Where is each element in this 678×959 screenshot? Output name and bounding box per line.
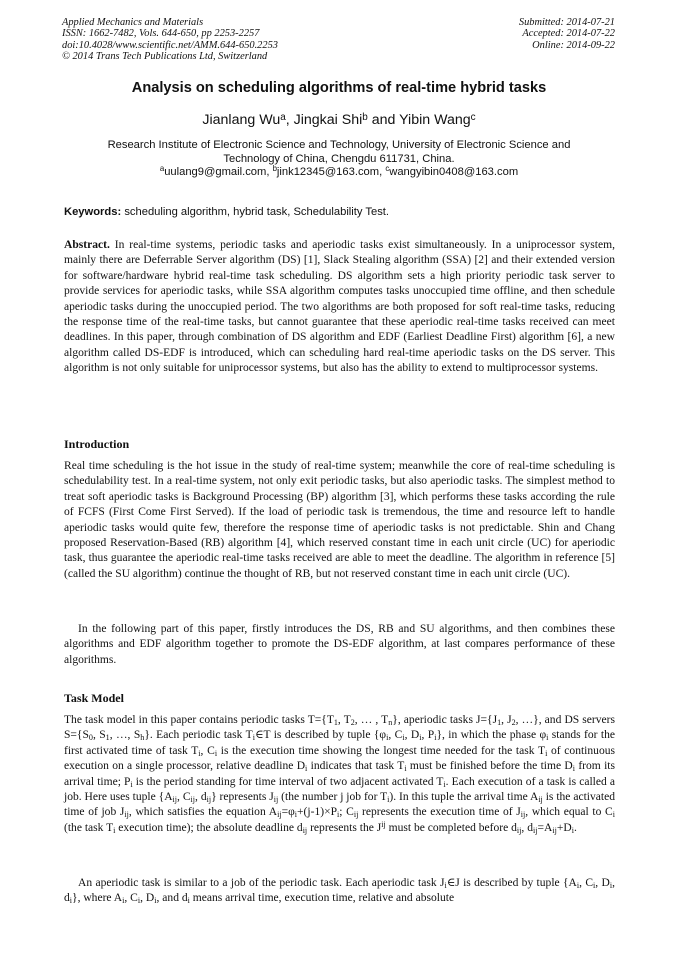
author-2-mark: b (362, 112, 368, 123)
author-and: and (371, 112, 396, 128)
author-3-mark: c (470, 112, 476, 123)
keywords-label: Keywords: (64, 206, 122, 218)
abstract-text: In real-time systems, periodic tasks and aperiodic tasks exist simultaneously. In a uniprocessor system, mainly there are Deferrable Server algorithm (DS) [1], Slack Stealing algorithm (SSA) [2] and their extended version for software/hardware hybrid real-time task scheduling. DS algorithm sets a high priority periodic task server to provide services for aperiodic tasks, while SSA algorithm computes tasks unoccupied time offline, and then schedule aperiodic tasks during the unoccupied period. The two algorithms are both proposed for soft real-time tasks, reducing the response time of the real-time tasks, but cannot guarantee that these aperiodic real-time tasks received can meet deadlines. In this paper, through combination of DS algorithm and EDF (Earliest Deadline First) algorithm [6], a new algorithm called DS-EDF is introduced, which can scheduling hard real-time aperiodic tasks on the DS server. This algorithm is not only suitable for uniprocessor systems, but also has the ability to extend to multiprocessor systems. (64, 239, 615, 375)
dates-header (519, 17, 615, 51)
issn-line: ISSN: 1662-7482, Vols. 644-650, pp 2253-2257 (62, 28, 260, 40)
email-2-mark: b (272, 164, 277, 173)
introduction-paragraph-2-text: In the following part of this paper, firstly introduces the DS, RB and SU algorithms, and then combines these algorithms and EDF algorithm together to promote the DS-EDF algorithm, at last compares performance of these algorithms. (64, 623, 615, 666)
paper-title: Analysis on scheduling algorithms of real-time hybrid tasks (131, 80, 547, 96)
email-3[interactable]: wangyibin0408@163.com (389, 166, 519, 178)
email-3-mark: c (385, 164, 390, 173)
introduction-heading: Introduction (64, 437, 130, 451)
task-model-paragraph-2: An aperiodic task is similar to a job of the periodic task. Each aperiodic task $J_i\in J$ is described by tuple {$A_i$, $C_i$, $D_i$, $d_i$}, where $A_i$, $C_i$, $D_i$, and $d_i$ means arrival time, execution time, relative and absolute (64, 877, 615, 906)
accepted-date: Accepted: 2014-07-22 (522, 28, 615, 40)
author-1-mark: a (280, 112, 286, 123)
abstract-label: Abstract. (64, 239, 110, 251)
introduction-paragraph-2 (64, 622, 615, 668)
online-date: Online: 2014-09-22 (532, 39, 615, 51)
copyright-line: © 2014 Trans Tech Publications Ltd, Switzerland (62, 50, 268, 62)
author-list: Jianlang Wu$^a$, Jingkai Shi$^b$ and Yibin Wang$^c$ (202, 112, 476, 128)
submitted-date: Submitted: 2014-07-21 (518, 17, 615, 28)
task-model-heading: Task Model (64, 691, 124, 705)
affiliation-line-1: Research Institute of Electronic Science and Technology, University of Electronic Science and (107, 139, 571, 151)
journal-name: Applied Mechanics and Materials (62, 17, 204, 28)
introduction-paragraph-1: Real time scheduling is the hot issue in the study of real-time system; meanwhile the core of real-time scheduling is schedulability test. In a real-time system, not only exit periodic tasks, but also aperiodic tasks. The simplest method to treat soft aperiodic tasks is Background Processing (BP) algorithm [3], which performs these tasks according the rule of FCFS (First Come First Served). If the load of periodic task is tremendous, the time and resource left to handle aperiodic tasks would quite few, therefore the response time of aperiodic tasks is not predictable. Shin and Chang proposed Reservation-Based (RB) algorithm [4], which reserved constant time in each unit circle (UC) for aperiodic task, thus guarantee the aperiodic real-time tasks received are able to meet the deadline. The algorithm in reference [5] (called the SU algorithm) continue the thought of RB, but not reserved constant time in each unit circle (UC). (64, 460, 615, 580)
abstract (64, 238, 615, 377)
author-1: Jianlang Wu (202, 112, 281, 128)
email-1-mark: a (159, 164, 165, 173)
affiliation (64, 138, 614, 166)
keywords-text: scheduling algorithm, hybrid task, Schedulability Test. (124, 206, 390, 218)
author-3: Yibin Wang (399, 112, 471, 128)
keywords (64, 206, 615, 218)
email-2[interactable]: jink12345@163.com, (276, 166, 383, 178)
affiliation-line-2: Technology of China, Chengdu 611731, China. (223, 153, 455, 165)
author-2: Jingkai Shi (293, 112, 363, 128)
journal-header (62, 17, 278, 62)
task-model-paragraph-1: The task model in this paper contains periodic tasks $T=\{T_1$, $T_2$, … , $T_n$}, aperiodic tasks $J=\{J_1$, $J_2$, …}, and DS servers $S=\{S_0$, $S_1$, …, $S_h$}. Each periodic task $T_i\in T$ is described by tuple {$\varphi_i$, $C_i$, $D_i$, $P_i$}, in which the phase $\varphi_i$ stands for the first activated time of task $T_i$, $C_i$ is the execution time showing the longest time needed for the task $T_i$ of continuous execution on a single processor, relative deadline $D_i$ indicates that task $T_i$ must be finished before the time $D_i$ from its arrival time; $P_i$ is the period standing for time interval of two adjacent activated $T_i$. Each execution of a task is called a job. Here uses tuple {$A_{ij}$, $C_{ij}$, $d_{ij}$} represents $J_{ij}$ (the number j job for $T_i$). In this tuple the arrival time $A_{ij}$ is the activated time of job $J_{ij}$, which satisfies the equation $A_{ij}=\varphi_i+(j-1)\times P_i$; $C_{ij}$ represents the execution time of $J_{ij}$, which equal to $C_i$ (the task $T_i$ execution time); the absolute deadline $d_{ij}$ represents the $J^{ij}$ must be completed before $d_{ij}$, $d_{ij}=A_{ij}+D_i$. (64, 714, 616, 835)
email-1[interactable]: uulang9@gmail.com, (164, 166, 270, 178)
doi-line: doi:10.4028/www.scientific.net/AMM.644-650.2253 (62, 39, 278, 51)
author-emails (0, 166, 678, 178)
